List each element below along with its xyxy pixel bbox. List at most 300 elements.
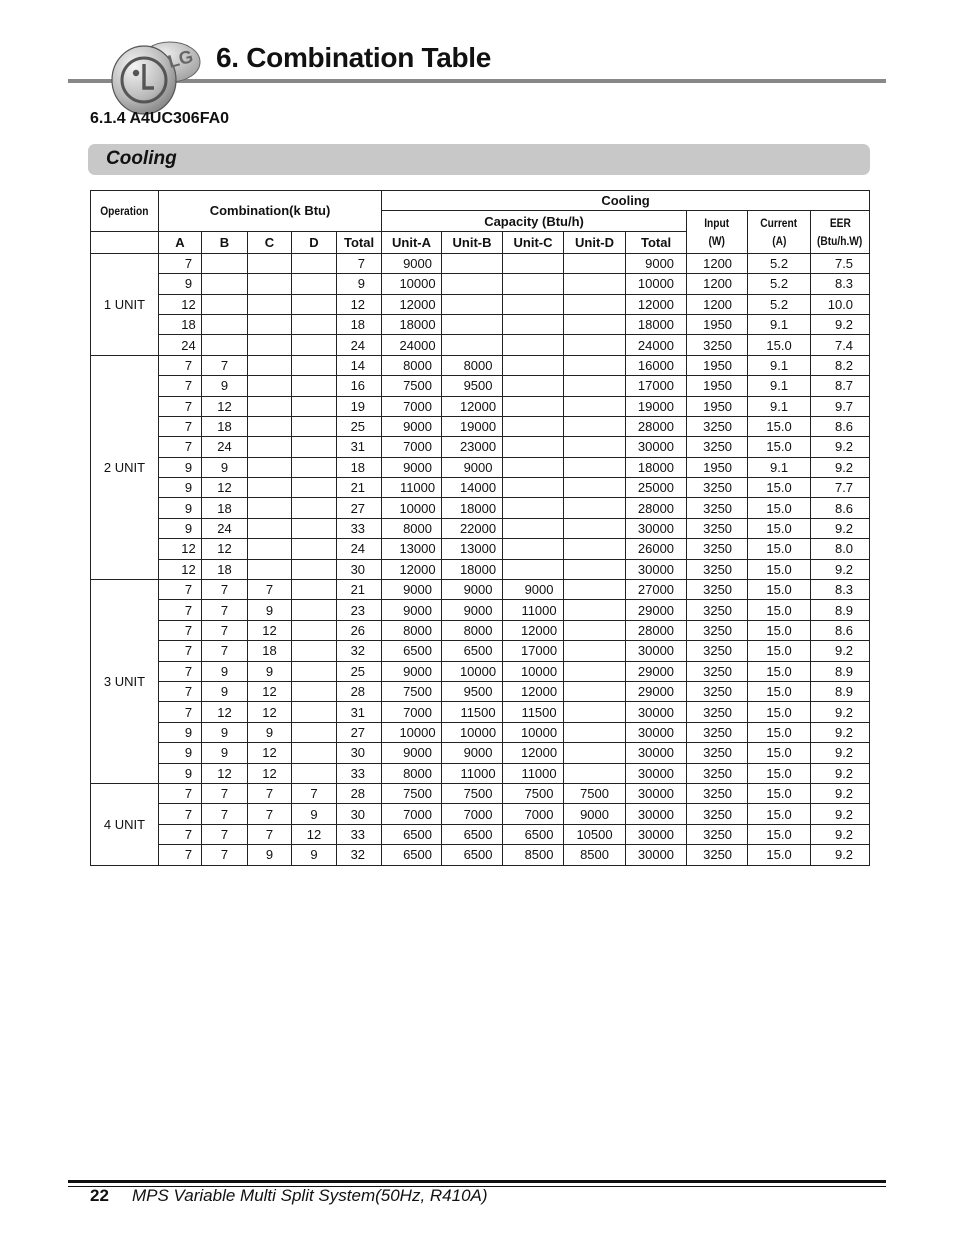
capacity-col-header: Unit-A bbox=[382, 231, 442, 253]
table-row bbox=[91, 539, 870, 559]
table-cell: 10000 bbox=[382, 498, 442, 518]
table-cell: 8.3 bbox=[811, 274, 870, 294]
table-cell: 15.0 bbox=[748, 722, 811, 742]
table-cell: 30000 bbox=[626, 437, 687, 457]
table-cell bbox=[248, 518, 292, 538]
table-cell: 9.2 bbox=[811, 824, 870, 844]
table-cell bbox=[564, 620, 626, 640]
table-cell bbox=[248, 457, 292, 477]
table-cell: 10000 bbox=[503, 661, 564, 681]
table-cell: 28 bbox=[337, 783, 382, 803]
table-row bbox=[91, 783, 870, 803]
table-cell: 24 bbox=[159, 335, 202, 355]
table-cell bbox=[564, 376, 626, 396]
table-cell: 18 bbox=[202, 416, 248, 436]
table-cell: 8.9 bbox=[811, 681, 870, 701]
table-cell bbox=[503, 457, 564, 477]
table-row bbox=[91, 845, 870, 865]
table-cell: 7000 bbox=[382, 804, 442, 824]
table-cell bbox=[292, 641, 337, 661]
table-cell: 25000 bbox=[626, 478, 687, 498]
table-cell: 9.7 bbox=[811, 396, 870, 416]
band-label: Cooling bbox=[106, 148, 177, 169]
table-row bbox=[91, 681, 870, 701]
table-cell: 1950 bbox=[687, 457, 748, 477]
table-cell bbox=[564, 580, 626, 600]
table-cell: 15.0 bbox=[748, 518, 811, 538]
table-cell: 12 bbox=[248, 743, 292, 763]
table-cell: 6500 bbox=[382, 845, 442, 865]
table-cell bbox=[564, 722, 626, 742]
table-cell: 12000 bbox=[382, 559, 442, 579]
table-cell: 17000 bbox=[503, 641, 564, 661]
table-cell: 12 bbox=[159, 294, 202, 314]
table-cell bbox=[503, 274, 564, 294]
table-cell: 19000 bbox=[626, 396, 687, 416]
table-cell bbox=[564, 518, 626, 538]
cooling-header: Cooling bbox=[382, 191, 870, 211]
table-cell: 8500 bbox=[564, 845, 626, 865]
table-cell: 12 bbox=[202, 396, 248, 416]
table-cell: 3250 bbox=[687, 437, 748, 457]
operation-group-label: 4 UNIT bbox=[91, 783, 159, 865]
table-cell: 15.0 bbox=[748, 743, 811, 763]
table-cell: 7 bbox=[159, 804, 202, 824]
table-cell bbox=[564, 457, 626, 477]
table-cell bbox=[292, 355, 337, 375]
table-cell: 12 bbox=[202, 702, 248, 722]
table-row bbox=[91, 580, 870, 600]
table-cell: 9 bbox=[248, 845, 292, 865]
table-cell: 10000 bbox=[442, 661, 503, 681]
table-cell: 30 bbox=[337, 559, 382, 579]
table-cell: 3250 bbox=[687, 539, 748, 559]
table-cell: 12 bbox=[248, 702, 292, 722]
page-title: 6. Combination Table bbox=[216, 42, 499, 74]
table-cell: 12000 bbox=[626, 294, 687, 314]
table-cell: 8.6 bbox=[811, 416, 870, 436]
input-header: Input (W) bbox=[687, 211, 748, 253]
table-row bbox=[91, 376, 870, 396]
table-cell: 22000 bbox=[442, 518, 503, 538]
footer-doc-title: MPS Variable Multi Split System(50Hz, R410A) bbox=[132, 1186, 488, 1205]
table-cell: 18000 bbox=[626, 314, 687, 334]
table-cell bbox=[248, 376, 292, 396]
table-cell: 9.2 bbox=[811, 722, 870, 742]
table-cell: 3250 bbox=[687, 498, 748, 518]
table-cell: 24000 bbox=[626, 335, 687, 355]
table-cell bbox=[564, 661, 626, 681]
table-cell bbox=[292, 518, 337, 538]
table-cell: 9 bbox=[159, 743, 202, 763]
table-cell: 3250 bbox=[687, 845, 748, 865]
table-cell: 27 bbox=[337, 722, 382, 742]
table-cell bbox=[292, 457, 337, 477]
table-cell: 15.0 bbox=[748, 478, 811, 498]
table-cell: 8.0 bbox=[811, 539, 870, 559]
table-cell bbox=[564, 539, 626, 559]
table-cell: 3250 bbox=[687, 478, 748, 498]
table-cell bbox=[202, 253, 248, 273]
table-cell: 7 bbox=[202, 824, 248, 844]
table-cell: 7500 bbox=[442, 783, 503, 803]
table-cell: 7 bbox=[202, 804, 248, 824]
table-cell bbox=[564, 763, 626, 783]
table-cell bbox=[292, 274, 337, 294]
table-cell: 9000 bbox=[442, 600, 503, 620]
table-cell bbox=[564, 641, 626, 661]
table-cell bbox=[292, 620, 337, 640]
table-cell: 15.0 bbox=[748, 539, 811, 559]
table-cell: 7500 bbox=[382, 783, 442, 803]
table-cell: 9.1 bbox=[748, 396, 811, 416]
table-cell: 12 bbox=[292, 824, 337, 844]
table-cell: 24 bbox=[202, 437, 248, 457]
table-row bbox=[91, 743, 870, 763]
table-cell: 18000 bbox=[442, 498, 503, 518]
table-cell: 30000 bbox=[626, 518, 687, 538]
table-cell: 7500 bbox=[503, 783, 564, 803]
table-cell bbox=[442, 253, 503, 273]
table-cell: 25 bbox=[337, 416, 382, 436]
table-cell: 5.2 bbox=[748, 294, 811, 314]
combo-col-header: D bbox=[292, 231, 337, 253]
table-cell: 8000 bbox=[442, 620, 503, 640]
table-cell bbox=[503, 335, 564, 355]
table-cell: 1950 bbox=[687, 314, 748, 334]
table-cell: 7 bbox=[159, 641, 202, 661]
table-cell bbox=[248, 437, 292, 457]
table-row bbox=[91, 396, 870, 416]
table-cell bbox=[292, 294, 337, 314]
table-cell: 30000 bbox=[626, 743, 687, 763]
table-cell: 7000 bbox=[382, 437, 442, 457]
table-cell: 9000 bbox=[564, 804, 626, 824]
table-cell: 15.0 bbox=[748, 620, 811, 640]
table-cell bbox=[248, 253, 292, 273]
table-cell bbox=[564, 294, 626, 314]
table-cell: 14000 bbox=[442, 478, 503, 498]
table-cell: 18 bbox=[337, 457, 382, 477]
table-cell bbox=[248, 396, 292, 416]
table-cell: 15.0 bbox=[748, 416, 811, 436]
table-cell: 30 bbox=[337, 804, 382, 824]
table-cell: 9 bbox=[202, 743, 248, 763]
table-cell bbox=[248, 539, 292, 559]
table-cell: 7 bbox=[159, 620, 202, 640]
table-cell: 8.9 bbox=[811, 661, 870, 681]
table-cell: 6500 bbox=[442, 641, 503, 661]
table-cell bbox=[564, 437, 626, 457]
table-cell: 3250 bbox=[687, 559, 748, 579]
table-cell bbox=[564, 600, 626, 620]
combo-col-header: A bbox=[159, 231, 202, 253]
table-cell: 18 bbox=[202, 498, 248, 518]
table-row bbox=[91, 559, 870, 579]
table-cell: 8000 bbox=[382, 763, 442, 783]
table-body bbox=[91, 253, 870, 865]
table-cell bbox=[503, 314, 564, 334]
table-cell bbox=[292, 743, 337, 763]
table-cell: 7 bbox=[202, 600, 248, 620]
table-cell bbox=[503, 253, 564, 273]
table-cell: 3250 bbox=[687, 804, 748, 824]
table-cell: 9000 bbox=[382, 416, 442, 436]
table-cell bbox=[292, 314, 337, 334]
table-cell: 9 bbox=[159, 457, 202, 477]
table-cell: 24 bbox=[337, 539, 382, 559]
table-cell: 30000 bbox=[626, 722, 687, 742]
table-cell: 26000 bbox=[626, 539, 687, 559]
table-cell: 3250 bbox=[687, 722, 748, 742]
table-cell bbox=[503, 559, 564, 579]
table-cell: 12 bbox=[202, 539, 248, 559]
table-cell: 15.0 bbox=[748, 661, 811, 681]
table-row bbox=[91, 274, 870, 294]
table-cell: 16 bbox=[337, 376, 382, 396]
table-cell bbox=[503, 294, 564, 314]
table-cell: 9.1 bbox=[748, 376, 811, 396]
table-cell: 9 bbox=[159, 478, 202, 498]
table-cell: 29000 bbox=[626, 681, 687, 701]
table-cell: 18000 bbox=[442, 559, 503, 579]
table-cell bbox=[248, 416, 292, 436]
table-cell bbox=[564, 681, 626, 701]
table-cell: 9.1 bbox=[748, 457, 811, 477]
table-row bbox=[91, 641, 870, 661]
table-cell: 5.2 bbox=[748, 253, 811, 273]
table-cell: 6500 bbox=[503, 824, 564, 844]
table-cell: 15.0 bbox=[748, 580, 811, 600]
table-cell bbox=[202, 335, 248, 355]
table-cell: 19000 bbox=[442, 416, 503, 436]
table-cell bbox=[248, 335, 292, 355]
table-cell: 7 bbox=[248, 580, 292, 600]
table-cell: 6500 bbox=[382, 641, 442, 661]
table-cell: 9 bbox=[159, 763, 202, 783]
table-cell: 11000 bbox=[442, 763, 503, 783]
table-cell: 31 bbox=[337, 437, 382, 457]
table-cell bbox=[503, 355, 564, 375]
blank-header-cell bbox=[91, 231, 159, 253]
table-cell: 9 bbox=[202, 661, 248, 681]
table-cell bbox=[442, 314, 503, 334]
table-cell: 9 bbox=[159, 274, 202, 294]
table-cell: 1200 bbox=[687, 253, 748, 273]
table-cell bbox=[202, 314, 248, 334]
table-cell: 18 bbox=[159, 314, 202, 334]
table-cell: 15.0 bbox=[748, 702, 811, 722]
table-cell: 3250 bbox=[687, 783, 748, 803]
combo-col-header: B bbox=[202, 231, 248, 253]
table-cell: 8000 bbox=[382, 518, 442, 538]
table-cell: 3250 bbox=[687, 702, 748, 722]
table-cell: 8000 bbox=[382, 355, 442, 375]
table-cell: 7 bbox=[202, 620, 248, 640]
table-cell: 7 bbox=[248, 783, 292, 803]
table-row bbox=[91, 763, 870, 783]
table-cell: 13000 bbox=[382, 539, 442, 559]
table-cell bbox=[292, 396, 337, 416]
table-cell bbox=[248, 314, 292, 334]
page-number: 22 bbox=[90, 1186, 109, 1205]
table-cell: 8.2 bbox=[811, 355, 870, 375]
eer-header: EER (Btu/h.W) bbox=[811, 211, 870, 253]
table-cell: 15.0 bbox=[748, 600, 811, 620]
table-cell: 9000 bbox=[382, 580, 442, 600]
table-cell: 33 bbox=[337, 824, 382, 844]
table-cell: 7 bbox=[292, 783, 337, 803]
table-cell bbox=[248, 294, 292, 314]
table-cell: 7500 bbox=[564, 783, 626, 803]
table-cell: 30 bbox=[337, 743, 382, 763]
table-cell: 9 bbox=[337, 274, 382, 294]
table-cell bbox=[564, 559, 626, 579]
operation-header: Operation bbox=[91, 191, 159, 232]
table-cell: 6500 bbox=[382, 824, 442, 844]
table-cell: 9 bbox=[292, 804, 337, 824]
table-cell: 9.2 bbox=[811, 743, 870, 763]
table-cell bbox=[292, 335, 337, 355]
table-row bbox=[91, 600, 870, 620]
table-cell: 7 bbox=[248, 804, 292, 824]
table-row bbox=[91, 498, 870, 518]
table-cell: 9000 bbox=[382, 743, 442, 763]
table-cell: 1200 bbox=[687, 294, 748, 314]
table-cell: 28000 bbox=[626, 498, 687, 518]
table-cell: 12 bbox=[248, 681, 292, 701]
table-cell bbox=[503, 416, 564, 436]
table-cell bbox=[292, 253, 337, 273]
table-cell: 15.0 bbox=[748, 335, 811, 355]
table-cell: 12000 bbox=[382, 294, 442, 314]
table-cell bbox=[292, 498, 337, 518]
table-cell: 7 bbox=[159, 845, 202, 865]
table-cell: 15.0 bbox=[748, 498, 811, 518]
table-cell bbox=[503, 498, 564, 518]
table-cell: 9 bbox=[159, 518, 202, 538]
table-cell: 30000 bbox=[626, 783, 687, 803]
table-cell: 26 bbox=[337, 620, 382, 640]
table-cell bbox=[292, 763, 337, 783]
table-cell bbox=[564, 253, 626, 273]
table-cell: 9.1 bbox=[748, 314, 811, 334]
table-row bbox=[91, 702, 870, 722]
table-cell: 18 bbox=[337, 314, 382, 334]
table-cell: 14 bbox=[337, 355, 382, 375]
capacity-col-header: Unit-B bbox=[442, 231, 503, 253]
table-cell bbox=[292, 416, 337, 436]
table-cell: 33 bbox=[337, 763, 382, 783]
table-cell: 15.0 bbox=[748, 681, 811, 701]
table-cell: 7.4 bbox=[811, 335, 870, 355]
table-cell: 24 bbox=[337, 335, 382, 355]
table-cell: 9.2 bbox=[811, 518, 870, 538]
table-cell: 7 bbox=[159, 681, 202, 701]
table-row bbox=[91, 416, 870, 436]
table-cell: 10000 bbox=[626, 274, 687, 294]
table-cell bbox=[503, 478, 564, 498]
operation-group-label: 2 UNIT bbox=[91, 355, 159, 579]
table-row bbox=[91, 294, 870, 314]
table-cell: 25 bbox=[337, 661, 382, 681]
table-cell: 8000 bbox=[382, 620, 442, 640]
capacity-col-header: Total bbox=[626, 231, 687, 253]
table-cell: 10500 bbox=[564, 824, 626, 844]
table-cell: 10000 bbox=[442, 722, 503, 742]
table-cell: 33 bbox=[337, 518, 382, 538]
table-cell: 9000 bbox=[442, 743, 503, 763]
table-cell bbox=[564, 396, 626, 416]
table-cell: 30000 bbox=[626, 702, 687, 722]
table-cell: 9500 bbox=[442, 376, 503, 396]
table-cell: 9.2 bbox=[811, 783, 870, 803]
table-cell: 30000 bbox=[626, 804, 687, 824]
table-cell: 10000 bbox=[382, 274, 442, 294]
table-cell bbox=[564, 335, 626, 355]
table-cell: 9000 bbox=[382, 253, 442, 273]
table-cell bbox=[248, 498, 292, 518]
table-cell: 15.0 bbox=[748, 845, 811, 865]
table-cell: 9 bbox=[159, 498, 202, 518]
table-cell: 12 bbox=[248, 763, 292, 783]
table-cell: 30000 bbox=[626, 845, 687, 865]
table-cell: 3250 bbox=[687, 580, 748, 600]
table-cell: 8.6 bbox=[811, 498, 870, 518]
table-cell: 27000 bbox=[626, 580, 687, 600]
table-cell: 7 bbox=[159, 253, 202, 273]
table-cell bbox=[292, 661, 337, 681]
table-cell bbox=[202, 294, 248, 314]
table-cell: 3250 bbox=[687, 743, 748, 763]
table-cell: 9.2 bbox=[811, 804, 870, 824]
capacity-header: Capacity (Btu/h) bbox=[382, 211, 687, 231]
table-cell bbox=[503, 518, 564, 538]
table-cell bbox=[442, 335, 503, 355]
table-cell: 9000 bbox=[442, 580, 503, 600]
table-cell: 15.0 bbox=[748, 804, 811, 824]
table-cell bbox=[248, 274, 292, 294]
table-cell bbox=[292, 681, 337, 701]
table-cell: 7000 bbox=[503, 804, 564, 824]
table-cell: 11500 bbox=[442, 702, 503, 722]
table-cell: 7 bbox=[202, 355, 248, 375]
table-cell: 7 bbox=[159, 580, 202, 600]
table-cell: 8.9 bbox=[811, 600, 870, 620]
table-row bbox=[91, 722, 870, 742]
table-cell bbox=[292, 539, 337, 559]
table-cell: 7000 bbox=[442, 804, 503, 824]
table-cell: 12 bbox=[248, 620, 292, 640]
current-header: Current (A) bbox=[748, 211, 811, 253]
table-cell: 18000 bbox=[626, 457, 687, 477]
table-cell: 7 bbox=[159, 824, 202, 844]
table-cell: 12 bbox=[159, 559, 202, 579]
table-cell bbox=[442, 274, 503, 294]
table-cell: 18 bbox=[202, 559, 248, 579]
table-cell: 7 bbox=[248, 824, 292, 844]
table-cell bbox=[248, 355, 292, 375]
table-cell: 18000 bbox=[382, 314, 442, 334]
table-cell: 9 bbox=[202, 376, 248, 396]
table-cell: 3250 bbox=[687, 661, 748, 681]
table-cell bbox=[503, 437, 564, 457]
table-row bbox=[91, 804, 870, 824]
table-cell: 7000 bbox=[382, 396, 442, 416]
table-cell: 32 bbox=[337, 641, 382, 661]
table-row bbox=[91, 518, 870, 538]
table-cell: 9500 bbox=[442, 681, 503, 701]
